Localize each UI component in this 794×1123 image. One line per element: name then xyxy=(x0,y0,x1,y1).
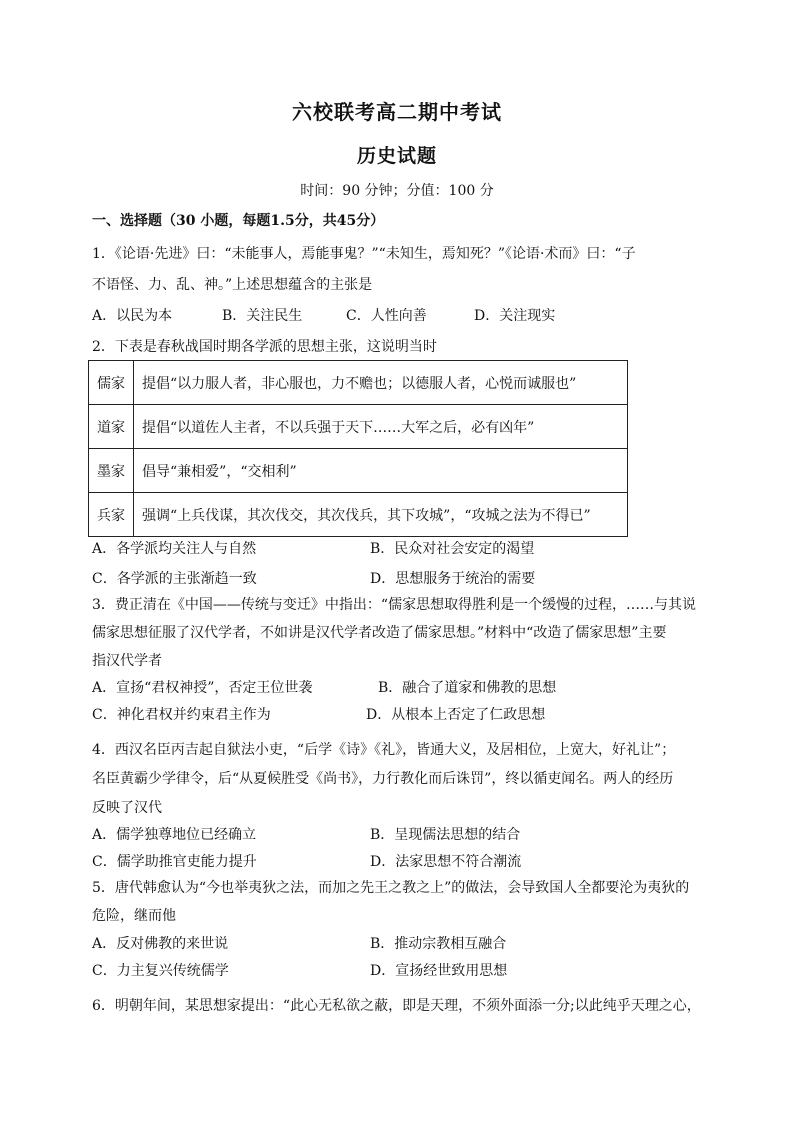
q4-line-3: 反映了汉代 xyxy=(92,800,162,816)
school-table xyxy=(88,360,628,537)
table-row xyxy=(89,361,628,405)
q5-option-c: C．力主复兴传统儒学 xyxy=(92,963,229,979)
table-cell-school: 道家 xyxy=(89,405,134,449)
table-cell-text: 提倡“以道佐人主者，不以兵强于天下……大军之后，必有凶年” xyxy=(134,405,628,449)
q2-option-d: D．思想服务于统治的需要 xyxy=(370,571,536,587)
q5-line-2: 危险，继而他 xyxy=(92,908,176,924)
q1-option-c: C．人性向善 xyxy=(346,308,427,324)
exam-meta: 时间：90 分钟；分值：100 分 xyxy=(300,183,494,199)
q2-line-1: 2．下表是春秋战国时期各学派的思想主张，这说明当时 xyxy=(92,339,437,355)
q3-option-c: C．神化君权并约束君主作为 xyxy=(92,707,271,723)
q1-line-1: 1．《论语·先进》曰：“未能事人，焉能事鬼？”“未知生，焉知死？”《论语·术而》曰：“子 xyxy=(92,246,636,262)
table-cell-text: 倡导“兼相爱”，“交相利” xyxy=(134,449,628,493)
q5-option-d: D．宣扬经世致用思想 xyxy=(370,963,508,979)
table-cell-school: 儒家 xyxy=(89,361,134,405)
table-cell-school: 墨家 xyxy=(89,449,134,493)
q1-option-a: A．以民为本 xyxy=(92,308,173,324)
q6-line-1: 6．明朝年间，某思想家提出：“此心无私欲之蔽，即是天理，不须外面添一分;以此纯乎天理之心， xyxy=(92,998,701,1014)
q1-option-b: B．关注民生 xyxy=(222,308,303,324)
table-row xyxy=(89,449,628,493)
q2-option-b: B．民众对社会安定的渴望 xyxy=(370,541,535,557)
exam-title: 六校联考高二期中考试 xyxy=(292,100,502,124)
section-title: 一、选择题（30 小题，每题1.5分，共45分） xyxy=(92,213,385,229)
table-row xyxy=(89,405,628,449)
table-cell-text: 提倡“以力服人者，非心服也，力不赡也；以德服人者，心悦而诚服也” xyxy=(134,361,628,405)
q3-line-2: 儒家思想征服了汉代学者，不如讲是汉代学者改造了儒家思想。”材料中“改造了儒家思想”主要 xyxy=(92,625,667,641)
table-cell-text: 强调“上兵伐谋，其次伐交，其次伐兵，其下攻城”，“攻城之法为不得已” xyxy=(134,493,628,537)
q4-line-1: 4．西汉名臣丙吉起自狱法小吏，“后学《诗》《礼》，皆通大义，及居相位，上宽大，好礼让”； xyxy=(92,742,676,758)
q1-option-d: D．关注现实 xyxy=(474,308,556,324)
q4-option-c: C．儒学助推官吏能力提升 xyxy=(92,854,257,870)
q3-option-b: B．融合了道家和佛教的思想 xyxy=(378,680,557,696)
exam-subject: 历史试题 xyxy=(356,145,437,167)
q5-option-a: A．反对佛教的来世说 xyxy=(92,936,229,952)
q4-option-d: D．法家思想不符合潮流 xyxy=(370,854,522,870)
q3-option-a: A．宣扬“君权神授”，否定王位世袭 xyxy=(92,680,313,696)
q4-option-a: A．儒学独尊地位已经确立 xyxy=(92,827,257,843)
q5-line-1: 5．唐代韩愈认为“今也举夷狄之法，而加之先王之教之上”的做法，会导致国人全都要沦为夷狄的 xyxy=(92,880,690,896)
q3-option-d: D．从根本上否定了仁政思想 xyxy=(366,707,546,723)
q3-line-3: 指汉代学者 xyxy=(92,653,162,669)
q3-line-1: 3．费正清在《中国——传统与变迁》中指出：“儒家思想取得胜利是一个缓慢的过程，……与其说 xyxy=(92,597,697,613)
q1-line-2: 不语怪、力、乱、神。”上述思想蕴含的主张是 xyxy=(92,277,373,293)
table-cell-school: 兵家 xyxy=(89,493,134,537)
table-row xyxy=(89,493,628,537)
q2-option-c: C．各学派的主张渐趋一致 xyxy=(92,571,257,587)
q4-option-b: B．呈现儒法思想的结合 xyxy=(370,827,521,843)
q5-option-b: B．推动宗教相互融合 xyxy=(370,936,507,952)
q2-option-a: A．各学派均关注人与自然 xyxy=(92,541,257,557)
q4-line-2: 名臣黄霸少学律令，后“从夏候胜受《尚书》，力行教化而后诛罚”，终以循吏闻名。两人的经历 xyxy=(92,771,674,787)
